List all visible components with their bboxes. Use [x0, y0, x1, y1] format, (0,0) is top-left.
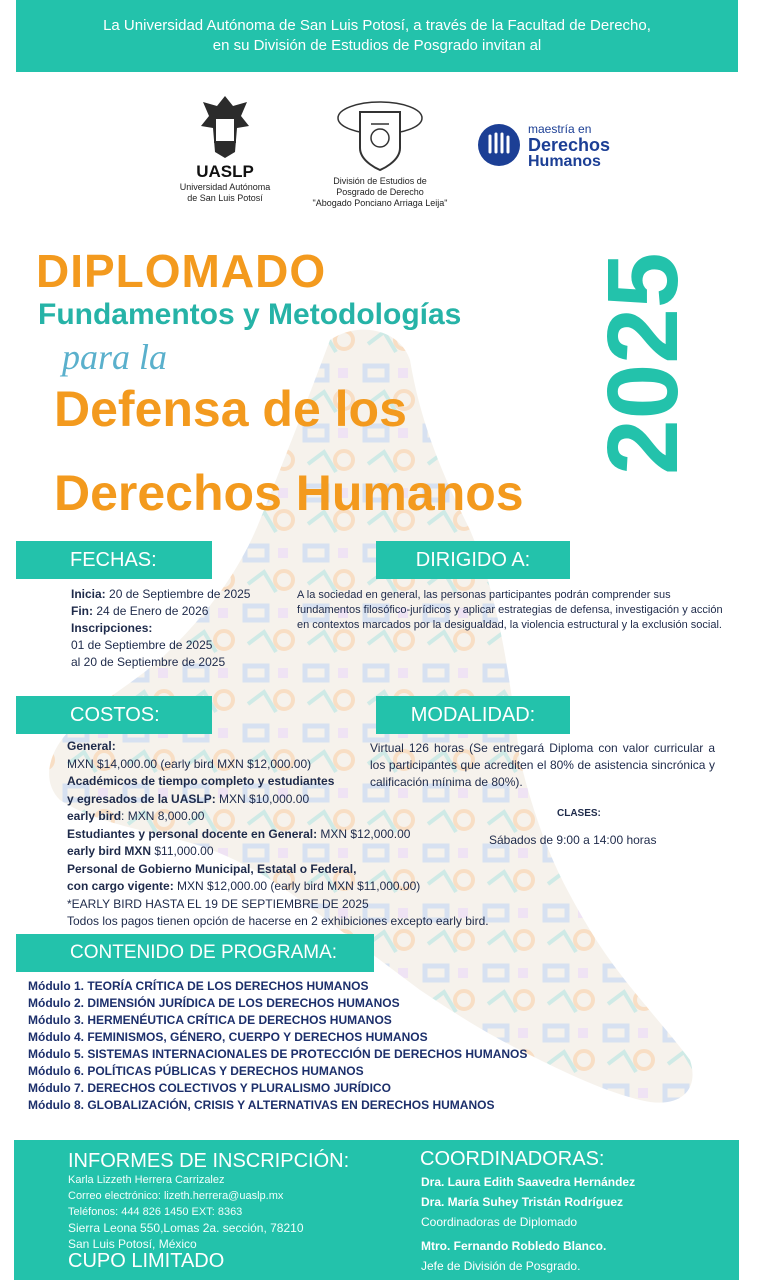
fin-value: 24 de Enero de 2026	[93, 604, 209, 618]
informes-name: Karla Lizzeth Herrera Carrizalez	[68, 1174, 225, 1186]
division-shield-icon	[335, 96, 425, 176]
jefe-division-name: Mtro. Fernando Robledo Blanco.	[421, 1239, 607, 1253]
modalidad-text: Virtual 126 horas (Se entregará Diploma con valor curricular a los participantes que acrediten el 80% de asistencia sincrónica y calificación mínima de 80%).	[370, 741, 715, 789]
modalidad-heading: MODALIDAD:	[376, 696, 570, 734]
title-defensa: Defensa de los	[54, 381, 407, 437]
estudiantes-value: MXN $12,000.00	[317, 826, 411, 841]
module-item: Módulo 6. POLÍTICAS PÚBLICAS Y DERECHOS HUMANOS	[28, 1064, 364, 1078]
general-label: General:	[67, 739, 116, 753]
estudiantes-eb-value: $11,000.00	[151, 844, 214, 858]
academicos-eb-label: early bird	[67, 809, 122, 823]
module-item: Módulo 7. DERECHOS COLECTIVOS Y PLURALISMO JURÍDICO	[28, 1081, 391, 1095]
header-line-1: La Universidad Autónoma de San Luis Potosí, a través de la Facultad de Derecho,	[103, 17, 651, 34]
uaslp-acronym: UASLP	[196, 162, 254, 181]
footer-band	[14, 1140, 739, 1280]
uaslp-name-line-1: Universidad Autónoma	[179, 182, 271, 192]
informes-address-1: Sierra Leona 550,Lomas 2a. sección, 78210	[68, 1221, 304, 1235]
estudiantes-eb-label: early bird MXN	[67, 844, 152, 858]
inicio-label: Inicia:	[71, 587, 106, 601]
dirigido-text: A la sociedad en general, las personas participantes podrán comprender sus fundamentos filosófico-jurídicos y aplicar estrategias de defensa, investigación y acción en contextos marcados por la desigualdad, la violencia estructural y la exclusión social.	[297, 589, 723, 631]
title-fundamentos: Fundamentos y Metodologías	[38, 298, 462, 331]
coordinadora-1: Dra. Laura Edith Saavedra Hernández	[421, 1175, 636, 1189]
inscripciones-line-2: al 20 de Septiembre de 2025	[71, 655, 226, 669]
year-vertical: 2025	[587, 252, 699, 475]
module-item: Módulo 4. FEMINISMOS, GÉNERO, CUERPO Y DERECHOS HUMANOS	[28, 1030, 428, 1044]
maestria-logo	[476, 118, 636, 178]
division-line-1: División de Estudios de	[333, 176, 427, 186]
informes-address-2: San Luis Potosí, México	[68, 1237, 197, 1251]
header-banner	[16, 0, 738, 72]
academicos-label-2: y egresados de la UASLP:	[67, 791, 216, 806]
costos-heading: COSTOS:	[16, 696, 212, 734]
maestria-line-1: maestría en	[528, 122, 592, 136]
inscripciones-label: Inscripciones:	[71, 621, 153, 635]
header-line-2: en su División de Estudios de Posgrado invitan al	[212, 37, 542, 54]
inicio-value: 20 de Septiembre de 2025	[105, 587, 251, 601]
contenido-heading: CONTENIDO DE PROGRAMA:	[16, 934, 374, 972]
human-rights-globe-icon	[476, 122, 522, 168]
costos-note-1: *EARLY BIRD HASTA EL 19 DE SEPTIEMBRE DE 2025	[67, 896, 369, 911]
gobierno-value: MXN $12,000.00 (early bird MXN $11,000.00)	[173, 879, 421, 893]
fechas-heading: FECHAS:	[16, 541, 212, 579]
title-diplomado: DIPLOMADO	[36, 245, 327, 297]
costos-note-2: Todos los pagos tienen opción de hacerse en 2 exhibiciones excepto early bird.	[67, 914, 489, 928]
module-item: Módulo 3. HERMENÉUTICA CRÍTICA DE DERECHOS HUMANOS	[28, 1013, 392, 1027]
module-item: Módulo 8. GLOBALIZACIÓN, CRISIS Y ALTERNATIVAS EN DERECHOS HUMANOS	[28, 1098, 495, 1112]
dirigido-heading: DIRIGIDO A:	[376, 541, 570, 579]
coordinadora-2: Dra. María Suhey Tristán Rodríguez	[421, 1195, 624, 1209]
cupo-limitado: CUPO LIMITADO	[68, 1250, 225, 1272]
maestria-line-3: Humanos	[528, 153, 601, 170]
title-para-la: para la	[62, 337, 168, 377]
fin-label: Fin:	[71, 604, 93, 618]
gobierno-label-1: Personal de Gobierno Municipal, Estatal o Federal,	[67, 861, 357, 876]
inscripciones-line-1: 01 de Septiembre de 2025	[71, 638, 213, 652]
informes-heading: INFORMES DE INSCRIPCIÓN:	[68, 1150, 350, 1172]
module-item: Módulo 2. DIMENSIÓN JURÍDICA DE LOS DERECHOS HUMANOS	[28, 996, 400, 1010]
eagle-crest-icon	[195, 92, 255, 162]
division-line-3: "Abogado Ponciano Arriaga Leija"	[312, 198, 448, 208]
module-item: Módulo 5. SISTEMAS INTERNACIONALES DE PROTECCIÓN DE DERECHOS HUMANOS	[28, 1047, 528, 1061]
division-logo	[305, 96, 455, 216]
gobierno-label-2: con cargo vigente:	[67, 879, 174, 893]
academicos-value: MXN $10,000.00	[215, 791, 310, 806]
informes-phone: Teléfonos: 444 826 1450 EXT: 8363	[68, 1206, 243, 1218]
coordinadoras-role: Coordinadoras de Diplomado	[421, 1215, 578, 1229]
informes-block	[68, 1172, 304, 1252]
clases-value: Sábados de 9:00 a 14:00 horas	[489, 833, 657, 847]
clases-label: CLASES:	[557, 808, 601, 819]
general-value: MXN $14,000.00 (early bird MXN $12,000.00)	[67, 756, 312, 771]
maestria-line-2: Derechos	[528, 135, 611, 155]
division-line-2: Posgrado de Derecho	[336, 187, 424, 197]
title-derechos-humanos: Derechos Humanos	[54, 465, 524, 521]
academicos-eb-value: : MXN 8,000.00	[121, 809, 205, 823]
fechas-block	[71, 586, 301, 671]
uaslp-logo	[170, 92, 280, 212]
modules-list	[28, 978, 527, 1114]
estudiantes-label: Estudiantes y personal docente en General:	[67, 826, 318, 841]
uaslp-name-line-2: de San Luis Potosí	[187, 193, 263, 203]
informes-email: Correo electrónico: lizeth.herrera@uaslp.mx	[68, 1190, 284, 1202]
academicos-label-1: Académicos de tiempo completo y estudiantes	[67, 774, 335, 788]
coordinadoras-heading: COORDINADORAS:	[420, 1148, 605, 1170]
module-item: Módulo 1. TEORÍA CRÍTICA DE LOS DERECHOS HUMANOS	[28, 979, 369, 993]
jefe-division-role: Jefe de División de Posgrado.	[421, 1259, 581, 1273]
coordinadoras-block	[421, 1172, 635, 1276]
